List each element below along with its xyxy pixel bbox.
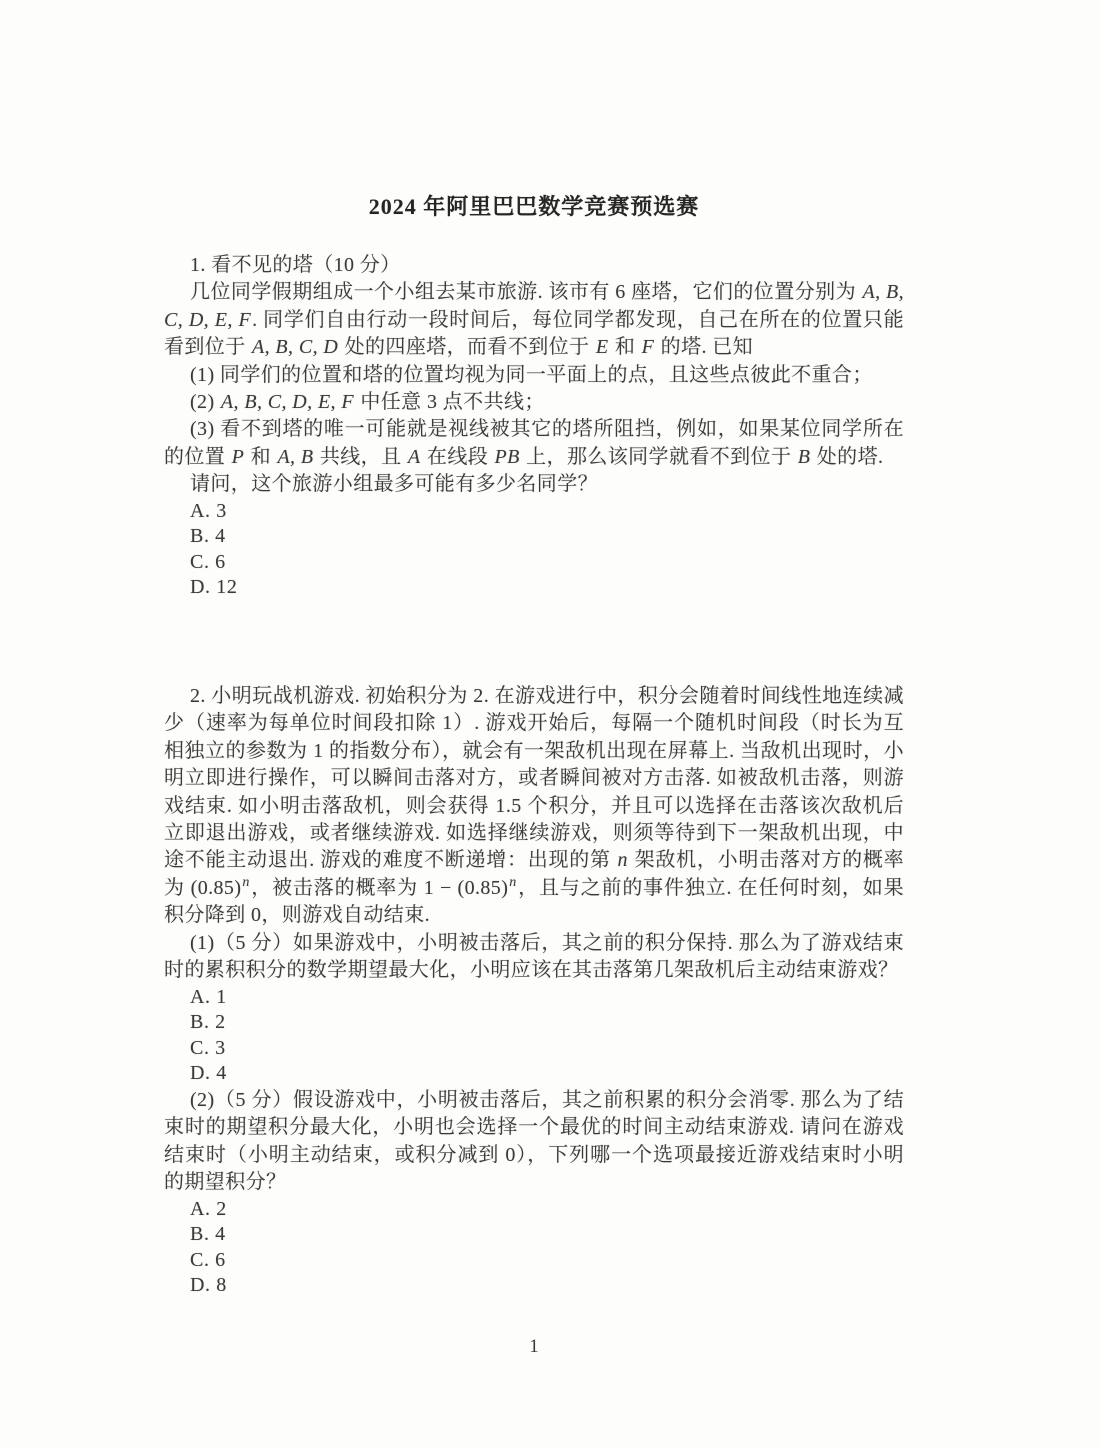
q1-option-c: C. 6: [190, 550, 226, 573]
q1-condition-2: (2) A, B, C, D, E, F 中任意 3 点不共线；: [190, 391, 545, 414]
q2-part-1-option-a: A. 1: [190, 985, 227, 1008]
q1-intro-paragraph: 几位同学假期组成一个小组去某市旅游. 该市有 6 座塔，它们的位置分别为 A, B, C, D, E, F. 同学们自由行动一段时间后，每位同学都发现，自己在所在的位置只能看到位于 A, B, C, D 处的四座塔，而看不到位于 E 和 F 的塔. 已知: [164, 281, 904, 359]
q1-option-b: B. 4: [190, 525, 226, 548]
q2-part-2-option-a: A. 2: [190, 1197, 227, 1220]
page-number: 1: [529, 1336, 539, 1357]
q2-part-2-option-b: B. 4: [190, 1223, 226, 1246]
q2-part-1-option-d: D. 4: [190, 1062, 227, 1085]
page-content: [164, 192, 904, 1299]
q1-condition-1: (1) 同学们的位置和塔的位置均视为同一平面上的点，且这些点彼此不重合；: [190, 363, 873, 386]
question-1: [164, 252, 904, 601]
q2-part-1-prompt: (1)（5 分）如果游戏中，小明被击落后，其之前的积分保持. 那么为了游戏结束时的累积积分的数学期望最大化，小明应该在其击落第几架敌机后主动结束游戏？: [164, 931, 904, 982]
q2-part-1-options: [164, 985, 904, 1087]
q2-part-2-option-c: C. 6: [190, 1248, 226, 1271]
q1-heading: 1. 看不见的塔（10 分）: [190, 254, 401, 276]
q1-condition-3: (3) 看不到塔的唯一可能就是视线被其它的塔所阻挡，例如，如果某位同学所在的位置 P 和 A, B 共线，且 A 在线段 PB 上，那么该同学就看不到位于 B 处的塔.: [164, 418, 904, 468]
question-2: [164, 683, 904, 1299]
q2-part-1-option-b: B. 2: [190, 1011, 226, 1034]
q2-part-1-option-c: C. 3: [190, 1036, 226, 1059]
q2-part-2-options: [164, 1197, 904, 1299]
q2-part-2-prompt: (2)（5 分）假设游戏中，小明被击落后，其之前积累的积分会消零. 那么为了结束时的期望积分最大化，小明也会选择一个最优的时间主动结束游戏. 请问在游戏结束时（小明主动结束，或积分减到 0），下列哪一个选项最接近游戏结束时小明的期望积分？: [164, 1088, 904, 1194]
q2-intro-paragraph: 2. 小明玩战机游戏. 初始积分为 2. 在游戏进行中，积分会随着时间线性地连续减少（速率为每单位时间段扣除 1）. 游戏开始后，每隔一个随机时间段（时长为互相独立的参数为 1 的指数分布），就会有一架敌机出现在屏幕上. 当敌机出现时，小明立即进行操作，可以瞬间击落对方，或者瞬间被对方击落. 如被敌机击落，则游戏结束. 如小明击落敌机，则会获得 1.5 个积分，并且可以选择在击落该次敌机后立即退出游戏，或者继续游戏. 如选择继续游戏，则须等待到下一架敌机出现，中途不能主动退出. 游戏的难度不断递增：出现的第 n 架敌机，小明击落对方的概率为 $(0.85)^n$，被击落的概率为 $1 - (0.85)^n$，且与之前的事件独立. 在任何时刻，如果积分降到 0，则游戏自动结束.: [164, 685, 905, 927]
q1-option-a: A. 3: [190, 499, 227, 522]
q1-options: [164, 499, 904, 601]
q1-prompt: 请问，这个旅游小组最多可能有多少名同学？: [190, 473, 598, 496]
q2-part-2-option-d: D. 8: [190, 1274, 227, 1297]
q1-option-d: D. 12: [190, 576, 238, 599]
page-title: 2024 年阿里巴巴数学竞赛预选赛: [368, 194, 700, 219]
